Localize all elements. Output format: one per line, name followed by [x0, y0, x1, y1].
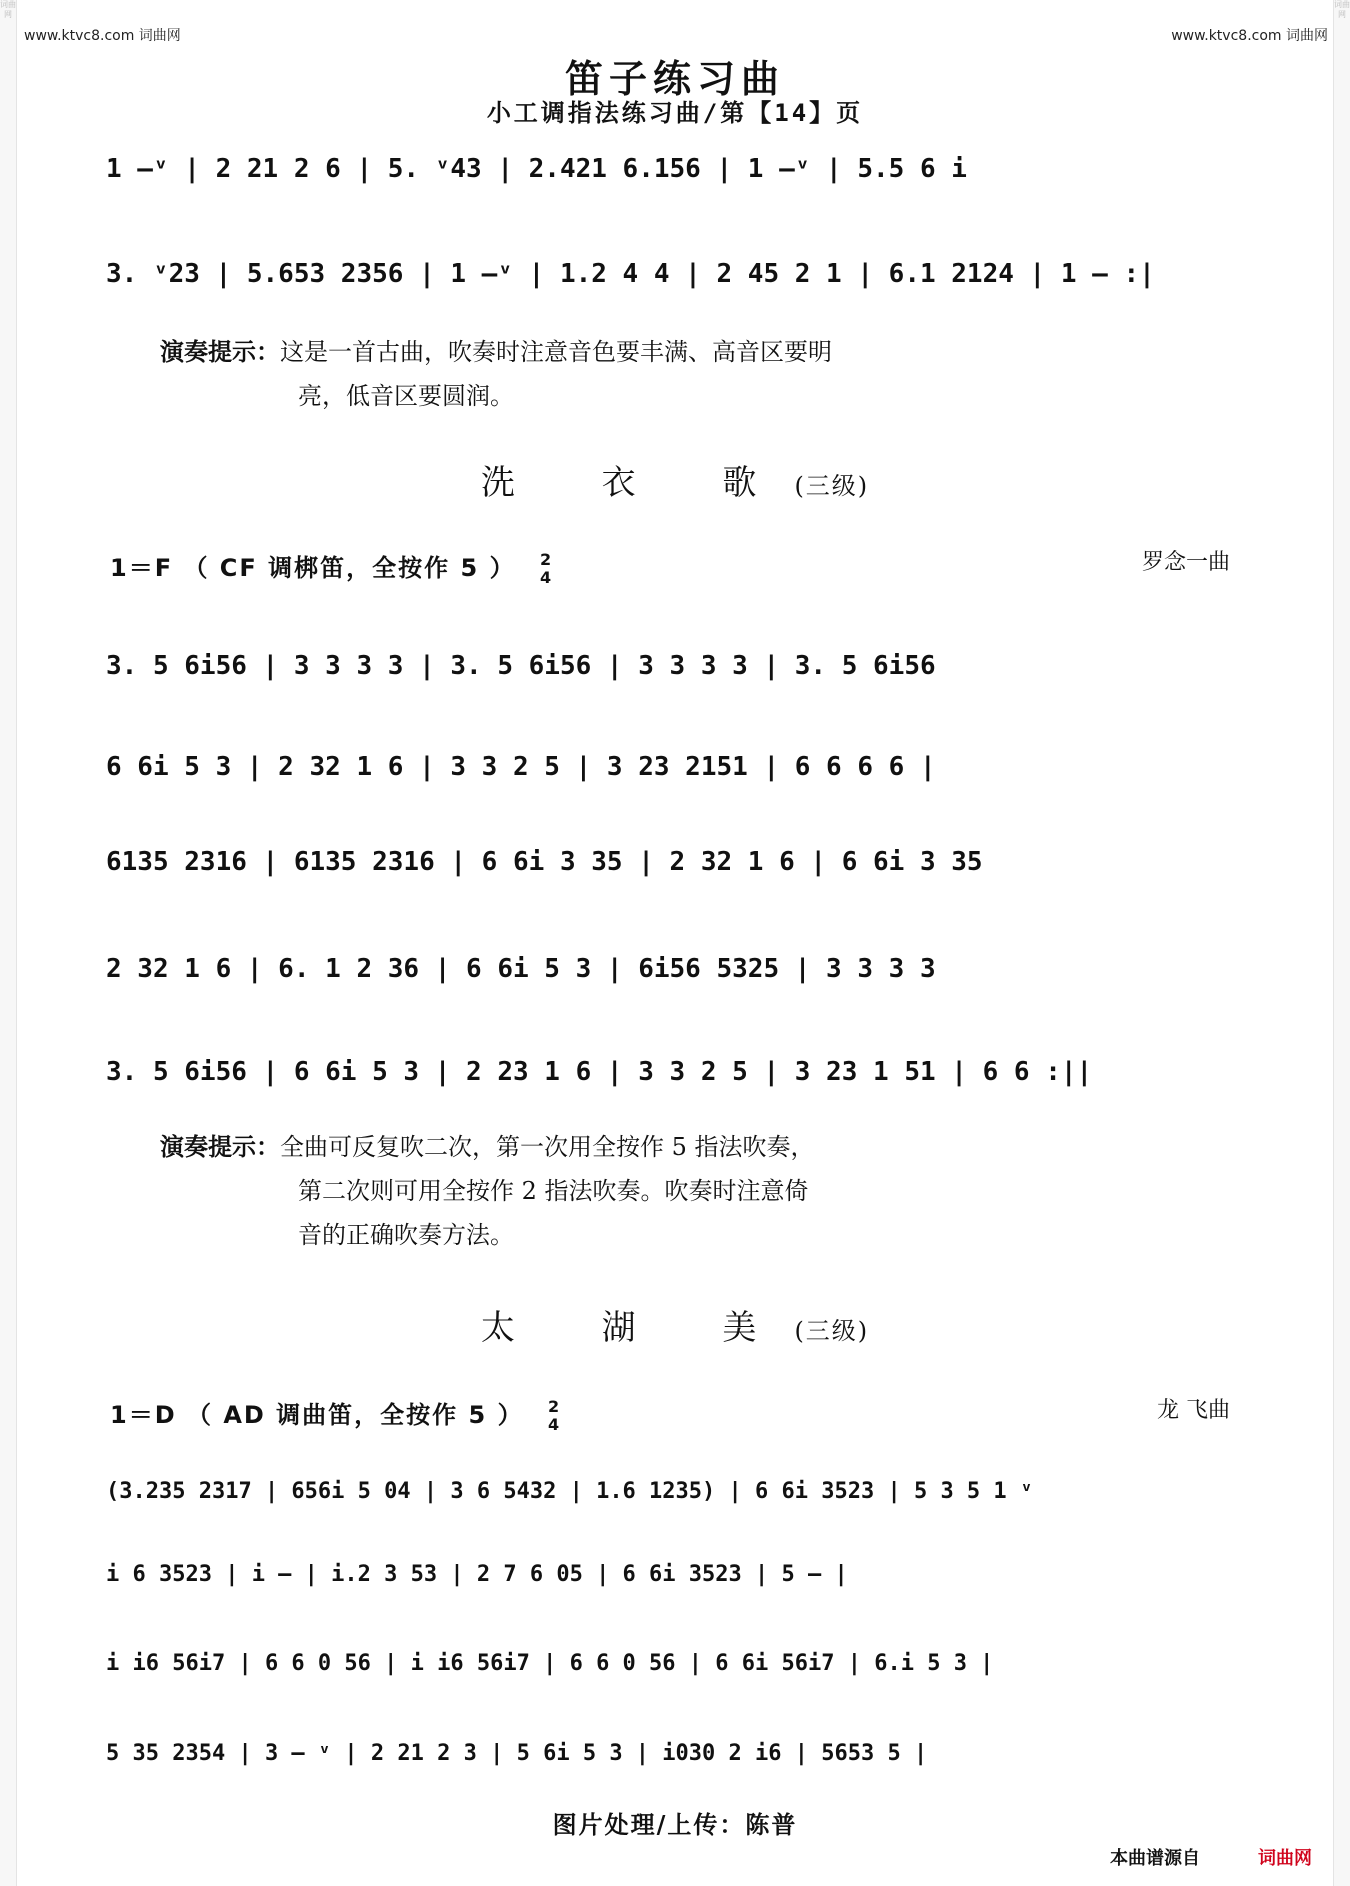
song2-key-signature	[110, 1395, 561, 1434]
song-title-xiyige	[0, 455, 1350, 504]
exercise-score-line-1: 1 –ᵛ | 2 21 2 6 | 5. ᵛ43 | 2.421 6.156 | 1 –ᵛ | 5.5 6 i	[106, 154, 967, 184]
left-watermark-strip: 词曲网	[0, 0, 17, 1886]
source-label: 本曲谱源自	[1110, 1848, 1200, 1869]
song1-score-line-1: 3. 5 6i56 | 3 3 3 3 | 3. 5 6i56 | 3 3 3 3 | 3. 5 6i56	[106, 651, 936, 681]
page-title: 笛子练习曲	[564, 56, 785, 101]
song-title-text: 太 湖 美	[480, 1308, 795, 1348]
time-signature: 2 4	[539, 550, 554, 587]
song-title-taihumei	[0, 1300, 1350, 1349]
song1-score-line-4: 2 32 1 6 | 6. 1 2 36 | 6 6i 5 3 | 6i56 5325 | 3 3 3 3	[106, 954, 936, 984]
hint-text-line-2: 第二次则可用全按作 2 指法吹奏。吹奏时注意倚	[298, 1177, 809, 1205]
song1-score-line-3: 6135 2316 | 6135 2316 | 6 6i 3 35 | 2 32 1 6 | 6 6i 3 35	[106, 847, 983, 877]
watermark-left: www.ktvc8.com 词曲网	[24, 28, 181, 44]
watermark-right: www.ktvc8.com 词曲网	[1171, 28, 1328, 44]
song2-score-line-4: 5 35 2354 | 3 – ᵛ | 2 21 2 3 | 5 6i 5 3 | i030 2 i6 | 5653 5 |	[106, 1740, 928, 1766]
page-subtitle: 小工调指法练习曲/第【14】页	[486, 99, 864, 127]
hint-label: 演奏提示：	[160, 1133, 280, 1161]
hint-label: 演奏提示：	[160, 338, 280, 366]
song1-score-line-2: 6 6i 5 3 | 2 32 1 6 | 3 3 2 5 | 3 23 2151 | 6 6 6 6 |	[106, 752, 936, 782]
song1-performance-hint	[160, 1125, 815, 1257]
song2-score-line-3: i i6 56i7 | 6 6 0 56 | i i6 56i7 | 6 6 0 56 | 6 6i 56i7 | 6.i 5 3 |	[106, 1650, 994, 1676]
exercise-score-line-2: 3. ᵛ23 | 5.653 2356 | 1 –ᵛ | 1.2 4 4 | 2 45 2 1 | 6.1 2124 | 1 – :|	[106, 259, 1155, 289]
song1-score-line-5: 3. 5 6i56 | 6 6i 5 3 | 2 23 1 6 | 3 3 2 5 | 3 23 1 51 | 6 6 :||	[106, 1057, 1093, 1087]
song-title-text: 洗 衣 歌	[480, 463, 795, 503]
hint-text-line-3: 音的正确吹奏方法。	[298, 1221, 514, 1249]
song1-composer: 罗念一曲	[1141, 550, 1230, 575]
song2-score-line-1: (3.235 2317 | 656i 5 04 | 3 6 5432 | 1.6 1235) | 6 6i 3523 | 5 3 5 1 ᵛ	[106, 1478, 1034, 1504]
key-text: 1＝F （ CF 调梆笛，全按作 5 ）	[110, 554, 516, 582]
song-grade: (三级)	[794, 1317, 870, 1345]
song-grade: (三级)	[794, 472, 870, 500]
hint-text-line-1: 全曲可反复吹二次，第一次用全按作 5 指法吹奏，	[280, 1133, 815, 1161]
upload-credit: 图片处理/上传：陈普	[552, 1810, 798, 1839]
song1-key-signature	[110, 548, 553, 587]
source-site-link[interactable]: 词曲网	[1258, 1848, 1312, 1869]
right-watermark-strip: 词曲网	[1333, 0, 1350, 1886]
exercise-performance-hint	[160, 330, 832, 418]
song2-composer: 龙 飞曲	[1157, 1398, 1230, 1423]
time-signature: 2 4	[547, 1397, 562, 1434]
hint-text-line-2: 亮，低音区要圆润。	[298, 382, 514, 410]
key-text: 1＝D （ AD 调曲笛，全按作 5 ）	[110, 1401, 524, 1429]
hint-text-line-1: 这是一首古曲，吹奏时注意音色要丰满、高音区要明	[280, 338, 832, 366]
song2-score-line-2: i 6 3523 | i – | i.2 3 53 | 2 7 6 05 | 6 6i 3523 | 5 – |	[106, 1561, 848, 1587]
